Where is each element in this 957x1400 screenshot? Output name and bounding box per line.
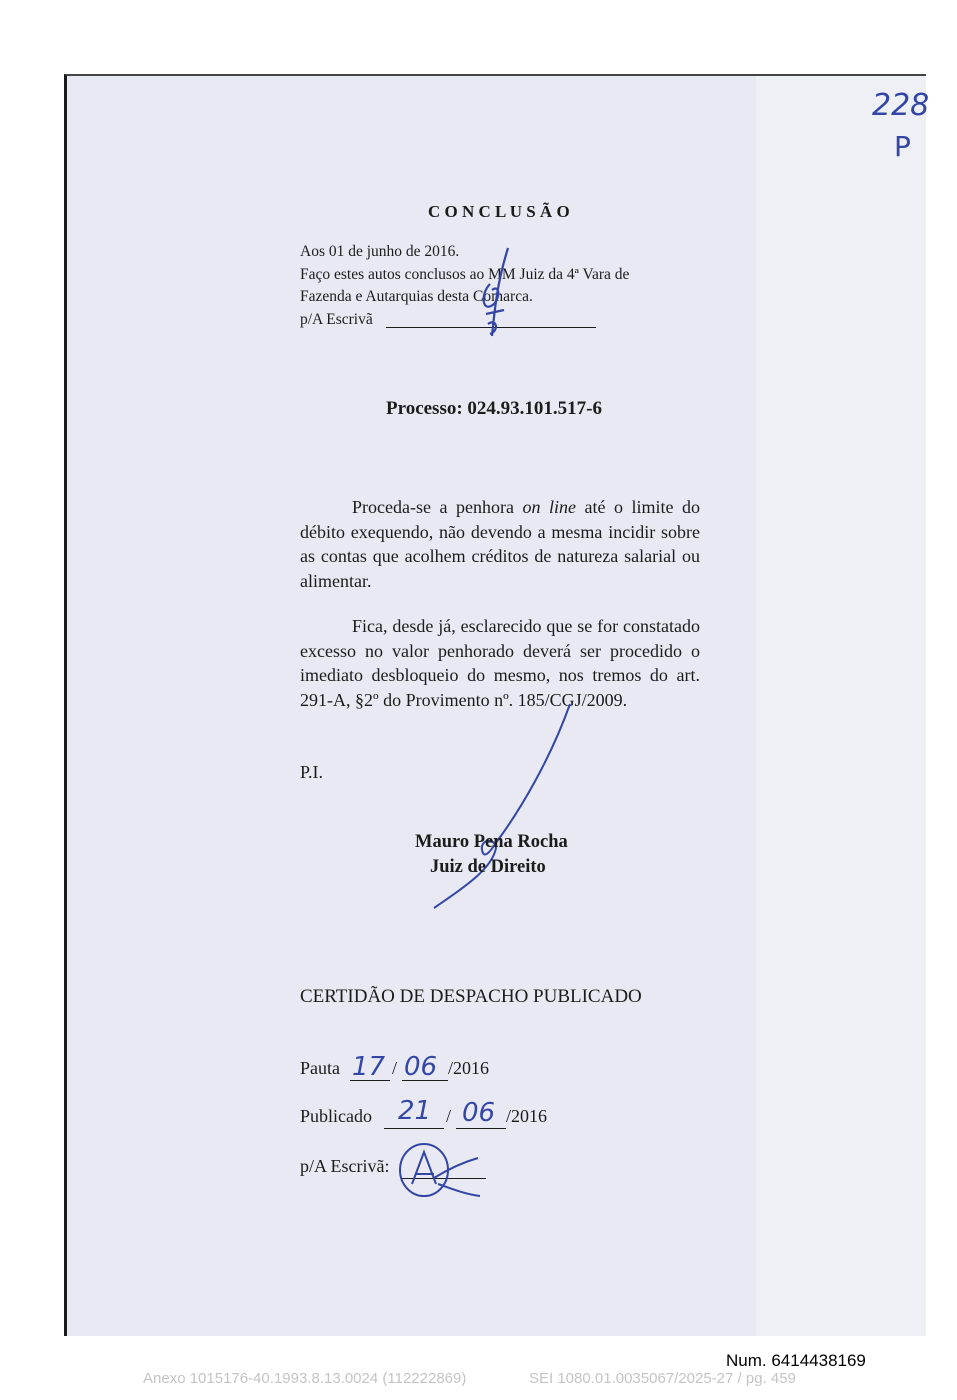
- publicado-month-line: [456, 1128, 506, 1129]
- certidao-escriva: p/A Escrivã:: [300, 1156, 390, 1176]
- pauta-label: Pauta: [300, 1058, 340, 1078]
- publicado-month: 06: [462, 1098, 496, 1128]
- paragraph1-start: Proceda-se a penhora: [352, 497, 523, 517]
- publicado-day: 21: [398, 1096, 432, 1126]
- conclusao-line2: Faço estes autos conclusos ao MM Juiz da 4ª Vara de: [300, 266, 630, 283]
- pauta-year: /2016: [448, 1058, 490, 1078]
- footer-anexo: Anexo 1015176-40.1993.8.13.0024 (112222869): [143, 1370, 467, 1387]
- escriva-signature: [470, 244, 520, 344]
- conclusao-escriva: p/A Escrivã: [300, 311, 373, 328]
- pauta-day: 17: [352, 1052, 386, 1082]
- conclusao-title: C O N C L U S Ã O: [428, 202, 570, 221]
- publicado-day-line: [384, 1128, 444, 1129]
- publicado-separator: /: [446, 1106, 452, 1126]
- judge-signature: [420, 700, 590, 915]
- pauta-month: 06: [404, 1052, 438, 1082]
- pauta-separator: /: [392, 1058, 398, 1078]
- paragraph1-emphasis: on line: [522, 497, 576, 517]
- processo-number: Processo: 024.93.101.517-6: [386, 398, 603, 419]
- pi-label: P.I.: [300, 762, 324, 782]
- conclusao-line3: Fazenda e Autarquias desta Comarca.: [300, 288, 533, 305]
- footer-sei: SEI 1080.01.0035067/2025-27 / pg. 459: [529, 1370, 796, 1387]
- footer-num: Num. 6414438169: [726, 1351, 866, 1370]
- handwritten-page-mark: P: [894, 130, 911, 163]
- conclusao-date: Aos 01 de junho de 2016.: [300, 243, 460, 260]
- paragraph-penhora: [300, 495, 700, 593]
- publicado-year: /2016: [506, 1106, 548, 1126]
- judge-name: Mauro Pena Rocha: [415, 832, 568, 852]
- paragraph-excesso: Fica, desde já, esclarecido que se for constatado excesso no valor penhorado deverá ser procedido o imediato desbloqueio do mesmo, nos tremos do art. 291-A, §2º do Provimento nº. 185/CGJ/2009.: [300, 616, 700, 710]
- certidao-heading: CERTIDÃO DE DESPACHO PUBLICADO: [300, 986, 642, 1007]
- page-shadow-band: [756, 76, 926, 1336]
- escriva-initial-signature: [394, 1138, 484, 1202]
- paragraph1-end: até o limite do débito exequendo, não devendo a mesma incidir sobre as contas que acolhem créditos de natureza salarial ou alimentar.: [300, 497, 700, 591]
- publicado-label: Publicado: [300, 1106, 372, 1126]
- judge-title: Juiz de Direito: [430, 857, 546, 877]
- handwritten-page-number: 228: [872, 88, 930, 123]
